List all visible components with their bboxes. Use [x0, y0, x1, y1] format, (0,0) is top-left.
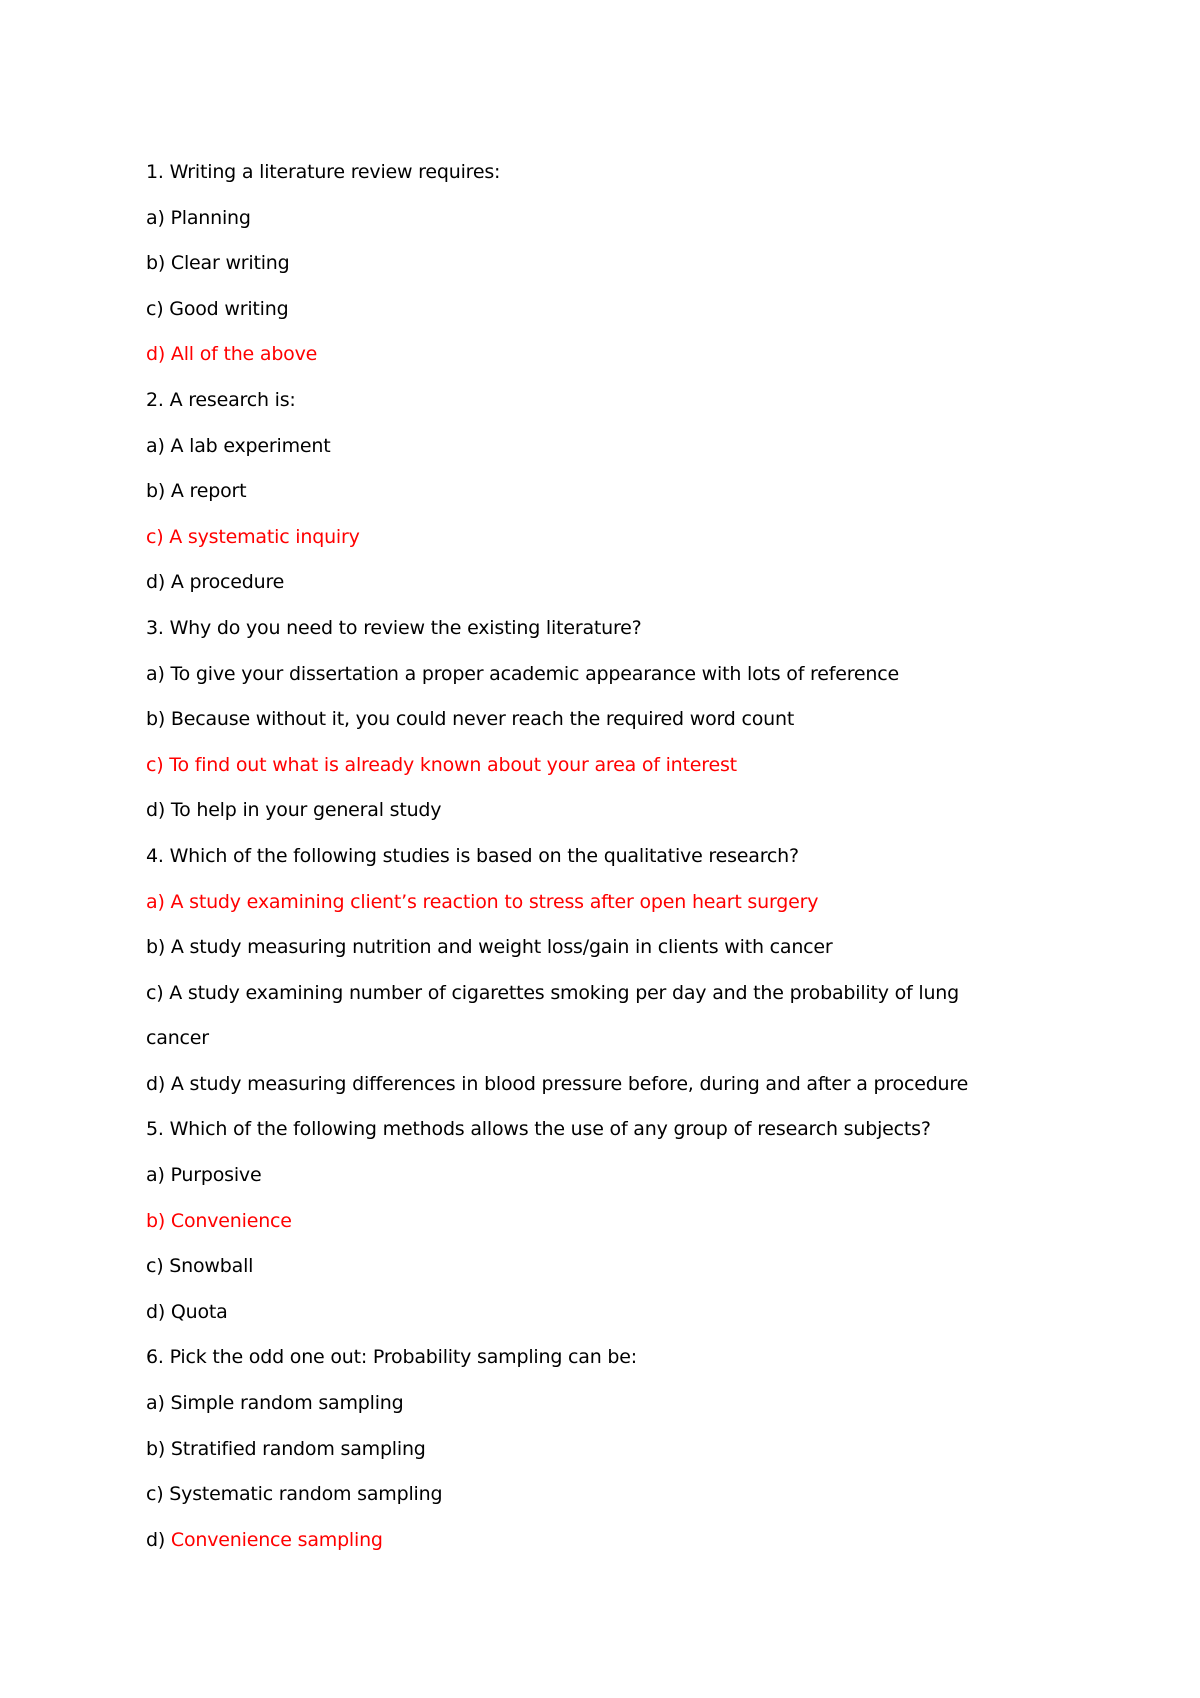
- q5-option-c: c) Snowball: [146, 1255, 254, 1278]
- q1-option-d-correct: d) All of the above: [146, 343, 318, 366]
- q3-option-d: d) To help in your general study: [146, 799, 442, 822]
- q6-option-b: b) Stratified random sampling: [146, 1437, 426, 1460]
- q6-option-d-prefix: d): [146, 1528, 171, 1551]
- question-5: 5. Which of the following methods allows the use of any group of research subjects?: [146, 1118, 931, 1141]
- q4-option-d: d) A study measuring differences in blood pressure before, during and after a procedure: [146, 1072, 969, 1095]
- q6-option-a: a) Simple random sampling: [146, 1392, 404, 1415]
- question-4: 4. Which of the following studies is based on the qualitative research?: [146, 844, 799, 867]
- question-3: 3. Why do you need to review the existing literature?: [146, 616, 642, 639]
- q3-option-c-correct: c) To find out what is already known about your area of interest: [146, 753, 737, 776]
- q2-option-c-correct: c) A systematic inquiry: [146, 525, 360, 548]
- q4-option-b: b) A study measuring nutrition and weight loss/gain in clients with cancer: [146, 936, 833, 959]
- q4-option-c-continued: cancer: [146, 1027, 209, 1050]
- q4-option-a-correct: a) A study examining client’s reaction to stress after open heart surgery: [146, 890, 819, 913]
- q6-option-c: c) Systematic random sampling: [146, 1483, 443, 1506]
- q1-option-b: b) Clear writing: [146, 252, 290, 275]
- q5-option-b-correct: b) Convenience: [146, 1209, 292, 1232]
- question-2: 2. A research is:: [146, 388, 296, 411]
- quiz-content: [146, 150, 1066, 1563]
- q2-option-a: a) A lab experiment: [146, 434, 331, 457]
- q6-option-d-correct-text: Convenience sampling: [170, 1528, 383, 1551]
- q2-option-b: b) A report: [146, 480, 247, 503]
- q5-option-d: d) Quota: [146, 1300, 228, 1323]
- q1-option-c: c) Good writing: [146, 297, 289, 320]
- q5-option-a: a) Purposive: [146, 1164, 262, 1187]
- q4-option-c: c) A study examining number of cigarettes smoking per day and the probability of lung: [146, 981, 959, 1004]
- q6-option-d: [146, 1518, 1066, 1564]
- q2-option-d: d) A procedure: [146, 571, 285, 594]
- question-1: 1. Writing a literature review requires:: [146, 161, 501, 183]
- q3-option-a: a) To give your dissertation a proper academic appearance with lots of reference: [146, 662, 899, 685]
- q3-option-b: b) Because without it, you could never reach the required word count: [146, 708, 795, 731]
- question-6: 6. Pick the odd one out: Probability sampling can be:: [146, 1346, 637, 1369]
- q1-option-a: a) Planning: [146, 206, 251, 229]
